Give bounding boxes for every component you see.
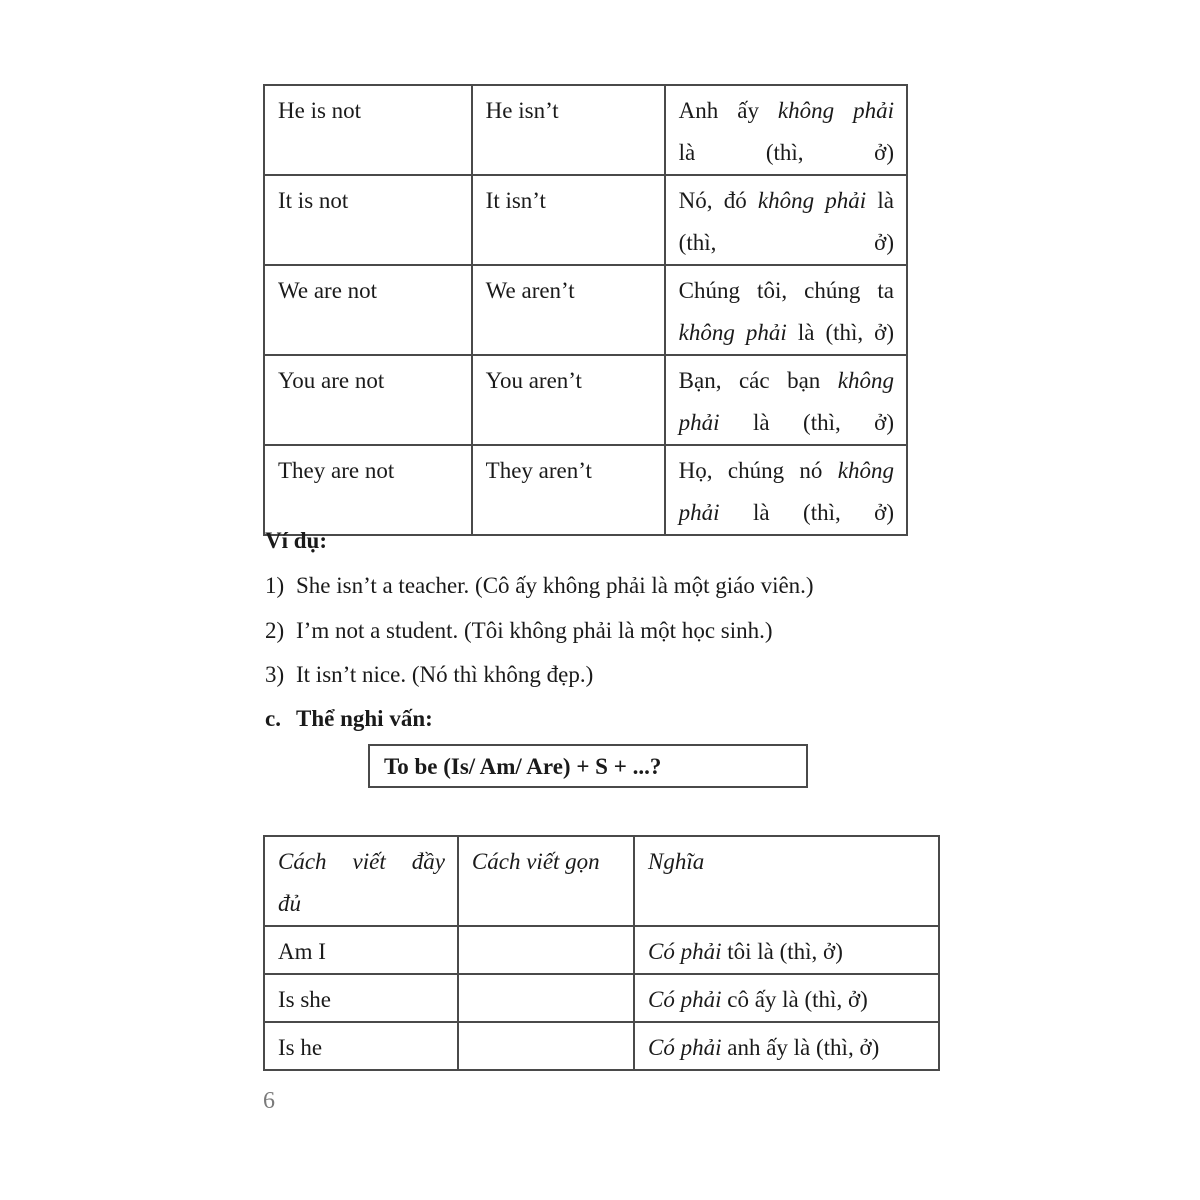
question-forms-table — [263, 835, 940, 1071]
table-row — [264, 265, 907, 355]
meaning-line-1: Bạn, các bạn không — [678, 368, 894, 393]
meaning-lead: Anh ấy — [678, 98, 778, 123]
meaning-cell — [665, 355, 907, 445]
example-item — [265, 662, 593, 688]
section-label: c. — [265, 706, 281, 731]
meaning-tail: là (thì, ở) — [753, 410, 894, 435]
short-form-cell — [458, 926, 634, 974]
short-form-cell — [458, 974, 634, 1022]
examples-heading: Ví dụ: — [265, 528, 327, 553]
meaning-tail: là (thì, ở) — [753, 500, 894, 525]
meaning-cell — [665, 85, 907, 175]
meaning-line-1: Nó, đó không phải là — [678, 188, 894, 213]
full-form-cell: He is not — [264, 85, 472, 175]
meaning-emphasis: Có phải — [648, 1035, 722, 1060]
table-row — [264, 355, 907, 445]
example-text: It isn’t nice. (Nó thì không đẹp.) — [296, 662, 594, 687]
meaning-lead: Bạn, các bạn — [678, 368, 838, 393]
short-form-cell: You aren’t — [472, 355, 665, 445]
page-number: 6 — [263, 1088, 275, 1114]
header-meaning: Nghĩa — [634, 836, 939, 926]
full-form-cell: You are not — [264, 355, 472, 445]
table-row — [264, 926, 939, 974]
full-form-cell: Is he — [264, 1022, 458, 1070]
meaning-emphasis: Có phải — [648, 939, 722, 964]
meaning-cell — [665, 445, 907, 535]
header-full-line-2: đủ — [278, 891, 301, 916]
meaning-cell — [634, 974, 939, 1022]
meaning-line-1 — [679, 90, 894, 132]
meaning-tail: cô ấy là (thì, ở) — [721, 987, 868, 1012]
full-form-cell: Am I — [264, 926, 458, 974]
full-form-cell: We are not — [264, 265, 472, 355]
meaning-cell — [634, 1022, 939, 1070]
example-text: She isn’t a teacher. (Cô ấy không phải là một giáo viên.) — [296, 573, 814, 598]
meaning-line-2: là (thì, ở) — [678, 140, 894, 165]
header-full-line-1: Cách viết đầy — [278, 849, 445, 874]
short-form-cell: We aren’t — [472, 265, 665, 355]
example-number: 2) — [265, 618, 285, 643]
meaning-line-2: phải là (thì, ở) — [678, 410, 894, 435]
table-row — [264, 445, 907, 535]
meaning-line-2: (thì, ở) — [678, 230, 894, 255]
example-number: 3) — [265, 662, 285, 687]
meaning-cell — [665, 265, 907, 355]
header-full-form — [264, 836, 458, 926]
meaning-line-1: Chúng tôi, chúng ta — [678, 278, 894, 303]
formula-box: To be (Is/ Am/ Are) + S + ...? — [368, 744, 808, 788]
example-number: 1) — [265, 573, 285, 598]
meaning-line-1: Họ, chúng nó không — [678, 458, 894, 483]
table-row — [264, 1022, 939, 1070]
meaning-tail: tôi là (thì, ở) — [721, 939, 843, 964]
table-row — [264, 85, 907, 175]
meaning-cell — [634, 926, 939, 974]
meaning-line-2 — [679, 312, 894, 354]
header-short-form: Cách viết gọn — [458, 836, 634, 926]
meaning-emphasis: Có phải — [648, 987, 722, 1012]
meaning-line-2: phải là (thì, ở) — [678, 500, 894, 525]
full-form-cell: They are not — [264, 445, 472, 535]
example-item — [265, 573, 814, 599]
negative-forms-table — [263, 84, 908, 536]
table-row — [264, 175, 907, 265]
section-title: Thể nghi vấn: — [296, 706, 433, 731]
full-form-cell: Is she — [264, 974, 458, 1022]
short-form-cell: They aren’t — [472, 445, 665, 535]
meaning-cell — [665, 175, 907, 265]
full-form-cell: It is not — [264, 175, 472, 265]
short-form-cell: He isn’t — [472, 85, 665, 175]
meaning-lead: Nó, đó — [678, 188, 758, 213]
meaning-emphasis: không phải — [678, 320, 787, 345]
meaning-lead: Họ, chúng nó — [678, 458, 838, 483]
meaning-emphasis: không phải — [757, 188, 867, 213]
section-heading — [265, 706, 433, 732]
example-item — [265, 618, 773, 644]
table-row — [264, 974, 939, 1022]
meaning-tail: là (thì, ở) — [797, 320, 894, 345]
meaning-tail: anh ấy là (thì, ở) — [721, 1035, 880, 1060]
short-form-cell — [458, 1022, 634, 1070]
table-header-row — [264, 836, 939, 926]
example-text: I’m not a student. (Tôi không phải là một học sinh.) — [296, 618, 773, 643]
short-form-cell: It isn’t — [472, 175, 665, 265]
meaning-emphasis: không phải — [777, 98, 894, 123]
